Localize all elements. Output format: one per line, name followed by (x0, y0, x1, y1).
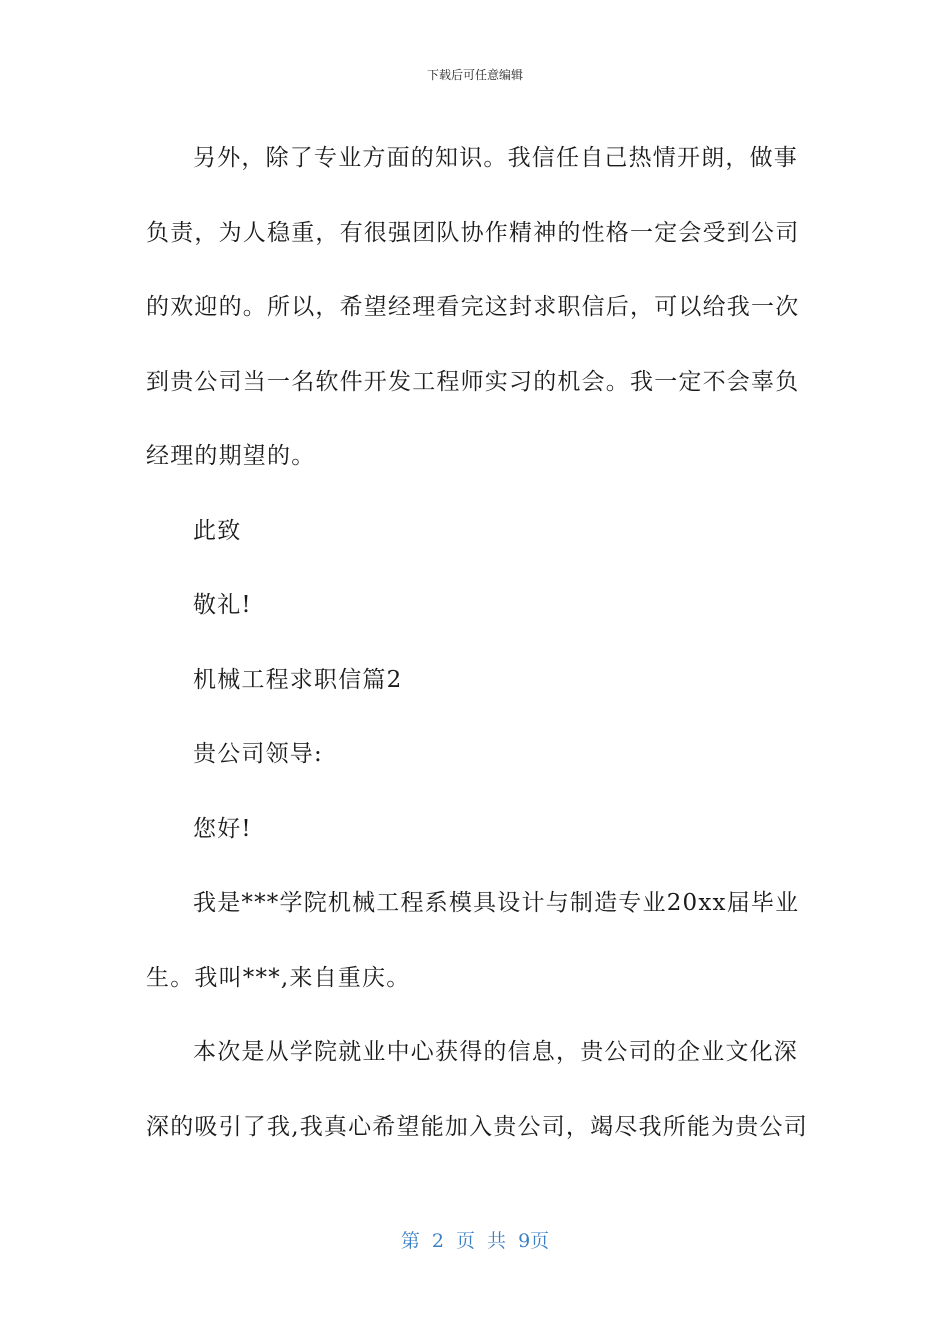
greeting: 您好! (193, 815, 252, 842)
paragraph-line: 经理的期望的。 (146, 443, 316, 469)
paragraph-line: 到贵公司当一名软件开发工程师实习的机会。我一定不会辜负 (146, 368, 800, 395)
paragraph-line: 另外，除了专业方面的知识。我信任自己热情开朗，做事 (193, 145, 798, 171)
paragraph-line: 负责，为人稳重，有很强团队协作精神的性格一定会受到公司 (146, 219, 800, 246)
paragraph-line: 本次是从学院就业中心获得的信息，贵公司的企业文化深 (193, 1039, 798, 1065)
paragraph-line: 的欢迎的。所以，希望经理看完这封求职信后，可以给我一次 (146, 294, 800, 320)
page-header: 下载后可任意编辑 (426, 68, 523, 82)
closing-regards: 敬礼! (193, 592, 252, 618)
page-number-footer: 第 2 页 共 9页 (400, 1230, 550, 1252)
closing-salutation: 此致 (193, 517, 242, 544)
paragraph-line: 深的吸引了我,我真心希望能加入贵公司，竭尽我所能为贵公司 (146, 1113, 808, 1140)
document-body (146, 121, 806, 1164)
greeting-recipient: 贵公司领导: (193, 741, 323, 767)
section-title: 机械工程求职信篇2 (193, 666, 403, 693)
paragraph-line: 生。我叫***,来自重庆。 (146, 964, 411, 991)
paragraph-line: 我是***学院机械工程系模具设计与制造专业20xx届毕业 (193, 890, 800, 916)
